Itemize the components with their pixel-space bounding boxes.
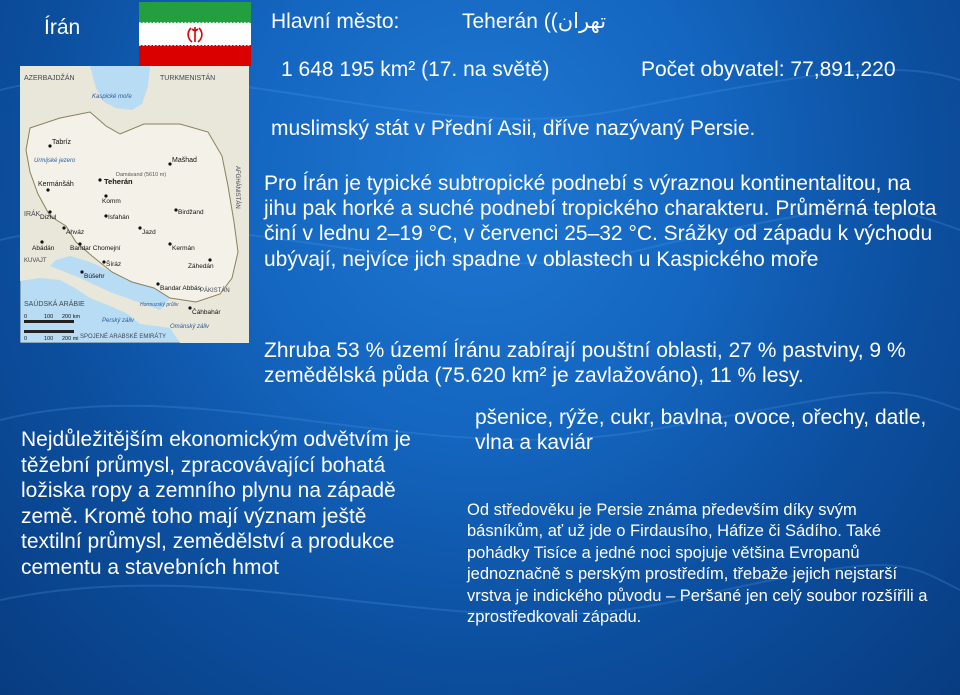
map-city-bandar-chomejni: Bandar Chomejní xyxy=(70,245,121,252)
population-value: Počet obyvatel: 77,891,220 xyxy=(641,58,896,81)
map-city-bushehr: Búšehr xyxy=(84,273,105,280)
map-city-tehran: Teherán xyxy=(104,177,133,186)
map-label-kuwait: KUVAJT xyxy=(24,258,47,264)
map-city-abadan: Abádán xyxy=(32,245,55,252)
capital-value: Teherán ((تهران xyxy=(462,10,607,33)
map-city-qom: Komm xyxy=(102,198,121,205)
map-city-bandar-abbas: Bandar Abbás xyxy=(160,285,201,292)
map-label-caspian: Kaspické moře xyxy=(92,94,132,100)
map-label-hormuz: Hormuzský průliv xyxy=(140,302,179,308)
map-city-zahedan: Záhedán xyxy=(188,263,214,270)
map-city-yazd: Jazd xyxy=(142,229,156,236)
map-label-pakistan: PÁKISTÁN xyxy=(200,288,230,294)
map-city-birjand: Birdžand xyxy=(178,209,204,216)
map-city-chabahar: Čáhbahár xyxy=(192,309,221,316)
map-city-tabriz: Tabríz xyxy=(52,139,72,146)
svg-text:100: 100 xyxy=(44,314,54,320)
map-label-damavand: Damávand (5610 m) xyxy=(116,172,167,178)
capital-label: Hlavní město: xyxy=(271,10,400,33)
country-description: muslimský stát v Přední Asii, dříve nazývaný Persie. xyxy=(271,117,756,140)
agricultural-products-text: pšenice, rýže, cukr, bavlna, ovoce, ořechy, datle, vlna a kaviár xyxy=(475,406,927,455)
map-label-gulf-of-oman: Ománský záliv xyxy=(170,324,210,330)
map-label-azerbaijan: AZERBAJDŽÁN xyxy=(24,75,75,82)
land-use-text: Zhruba 53 % území Íránu zabírají pouštní oblasti, 27 % pastviny, 9 % zemědělská půda (75.620 km² je zavlažováno), 11 % lesy. xyxy=(264,339,906,388)
svg-text:200 mi: 200 mi xyxy=(62,336,79,342)
history-text: Od středověku je Persie známa především díky svým básníkům, ať už jde o Firdausího, Háfize či Sádího. Také pohádky Tisíce a jedné noci spojuje většina Evropanů jednoznačně s perským prostředím, třebaže jejich nejstarší vrstva je indického původu – Peršané jen celý soubor rozšířili a zprostředkovali západu. xyxy=(467,501,928,627)
economy-text: Nejdůležitějším ekonomickým odvětvím je těžební průmysl, zpracovávající bohatá ložiska ropy a zemního plynu na západě země. Kromě toho mají význam ještě textilní průmysl, zemědělství a produkce cementu a stavebních hmot xyxy=(21,428,411,580)
map-label-persian-gulf: Perský záliv xyxy=(102,318,135,324)
map-label-iraq: IRÁK xyxy=(24,211,41,218)
iran-flag-icon xyxy=(139,2,251,66)
map-city-mashhad: Mašhad xyxy=(172,157,197,164)
map-label-uae: SPOJENÉ ARABSKÉ EMIRÁTY xyxy=(80,334,167,340)
svg-text:200 km: 200 km xyxy=(62,314,81,320)
map-city-shiraz: Šíráz xyxy=(106,261,122,268)
map-label-saudi-arabia: SAÚDSKÁ ARÁBIE xyxy=(24,301,85,308)
svg-text:0: 0 xyxy=(24,336,28,342)
map-city-kermanshah: Kermánšáh xyxy=(38,181,74,188)
map-city-kerman: Kermán xyxy=(172,245,195,252)
svg-text:0: 0 xyxy=(24,314,28,320)
map-city-ahvaz: Ahváz xyxy=(66,229,85,236)
map-city-dezful: Dizful xyxy=(40,214,57,221)
climate-text: Pro Írán je typické subtropické podnebí s výraznou kontinentalitou, na jihu pak horké a suché podnebí tropického charakteru. Průměrná teplota činí v lednu 2–19 °C, v červenci 25–32 °C. Srážky od západu k východu ubývají, nejvíce jich spadne v oblastech u Kaspického moře xyxy=(264,172,937,271)
iran-map xyxy=(20,66,249,343)
map-city-isfahan: Isfahán xyxy=(108,214,130,221)
country-name: Írán xyxy=(44,16,81,39)
map-label-turkmenistan: TURKMENISTÁN xyxy=(160,75,216,82)
svg-text:100: 100 xyxy=(44,336,54,342)
map-label-afghanistan: AFGHÁNISTÁN xyxy=(234,166,240,209)
area-value: 1 648 195 km² (17. na světě) xyxy=(281,58,550,81)
map-label-urmia: Urmijské jezero xyxy=(34,158,76,164)
